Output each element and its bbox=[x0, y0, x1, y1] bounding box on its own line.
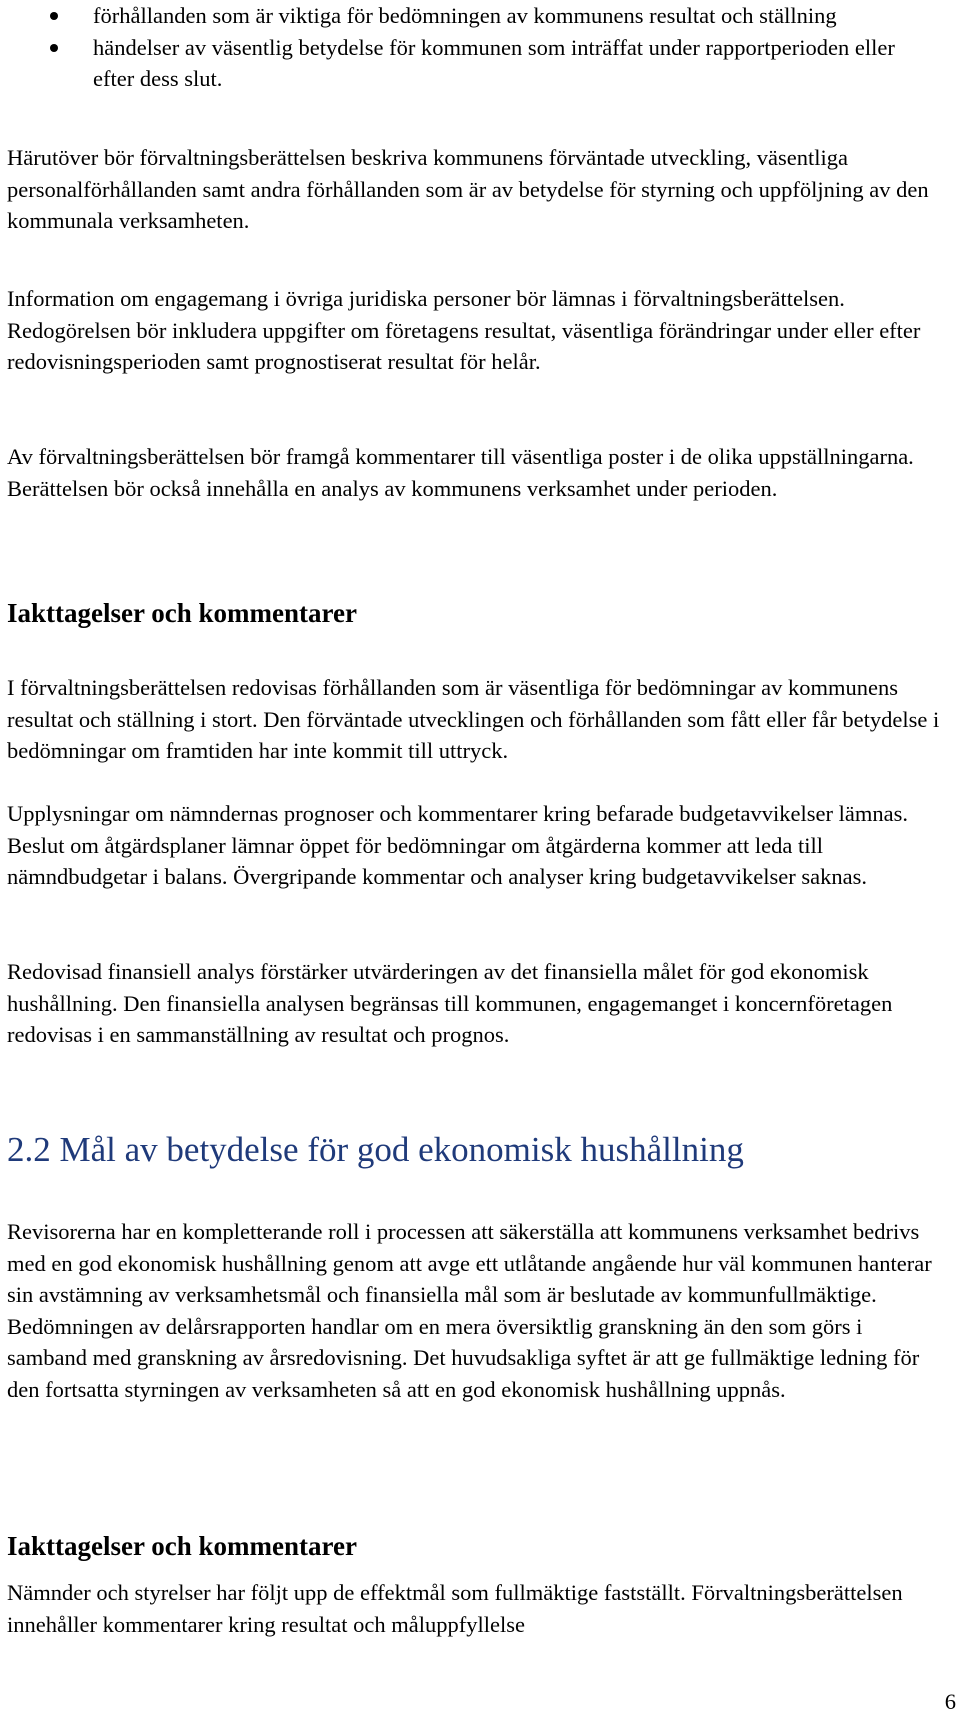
section-heading: Iakttagelser och kommentarer bbox=[7, 598, 357, 628]
paragraph: Nämnder och styrelser har följt upp de effektmål som fullmäktige fastställt. Förvaltningsberättelsen innehåller kommentarer kring resultat och måluppfyllelse bbox=[7, 1580, 903, 1637]
paragraph: I förvaltningsberättelsen redovisas förhållanden som är väsentliga för bedömningar av kommunens resultat och ställning i stort. Den förväntade utvecklingen och förhållanden som fått eller får betydelse i bedömningar om framtiden har inte kommit till uttryck. bbox=[7, 675, 940, 763]
chapter-heading: 2.2 Mål av betydelse för god ekonomisk hushållning bbox=[7, 1130, 744, 1169]
bullet-text: förhållanden som är viktiga för bedömningen av kommunens resultat och ställning bbox=[93, 3, 837, 28]
bullet-icon bbox=[50, 12, 58, 20]
bullet-item bbox=[0, 32, 940, 95]
section-heading: Iakttagelser och kommentarer bbox=[7, 1531, 357, 1561]
page-number: 6 bbox=[944, 1689, 956, 1714]
paragraph: Redovisad finansiell analys förstärker utvärderingen av det finansiella målet för god ekonomisk hushållning. Den finansiella analysen begränsas till kommunen, engagemanget i koncernföretagen redovisas i en sammanställning av resultat och prognos. bbox=[7, 959, 893, 1047]
paragraph: Revisorerna har en kompletterande roll i processen att säkerställa att kommunens verksamhet bedrivs med en god ekonomisk hushållning genom att avge ett utlåtande angående hur väl kommunen hanterar sin avstämning av verksamhetsmål och finansiella mål som är beslutade av kommunfullmäktige. Bedömningen av delårsrapporten handlar om en mera översiktlig granskning än den som görs i samband med granskning av årsredovisning. Det huvudsakliga syftet är att ge fullmäktige ledning för den fortsatta styrningen av verksamheten så att en god ekonomisk hushållning uppnås. bbox=[7, 1219, 932, 1402]
paragraph: Information om engagemang i övriga juridiska personer bör lämnas i förvaltningsberättelsen. Redogörelsen bör inkludera uppgifter om företagens resultat, väsentliga förändringar under eller efter redovisningsperioden samt prognostiserat resultat för helår. bbox=[7, 286, 921, 374]
bullet-item bbox=[0, 0, 940, 32]
paragraph: Av förvaltningsberättelsen bör framgå kommentarer till väsentliga poster i de olika uppställningarna. Berättelsen bör också innehålla en analys av kommunens verksamhet under perioden. bbox=[7, 444, 914, 501]
bullet-text: händelser av väsentlig betydelse för kommunen som inträffat under rapportperioden eller efter dess slut. bbox=[93, 34, 895, 91]
paragraph: Upplysningar om nämndernas prognoser och kommentarer kring befarade budgetavvikelser lämnas. Beslut om åtgärdsplaner lämnar öppet för bedömningar om åtgärderna kommer att leda till nämndbudgetar i balans. Övergripande kommentar och analyser kring budgetavvikelser saknas. bbox=[7, 801, 908, 889]
paragraph: Härutöver bör förvaltningsberättelsen beskriva kommunens förväntade utveckling, väsentliga personalförhållanden samt andra förhållanden som är av betydelse för styrning och uppföljning av den kommunala verksamheten. bbox=[7, 145, 929, 233]
bullet-icon bbox=[50, 44, 58, 52]
bullet-list bbox=[0, 0, 940, 95]
